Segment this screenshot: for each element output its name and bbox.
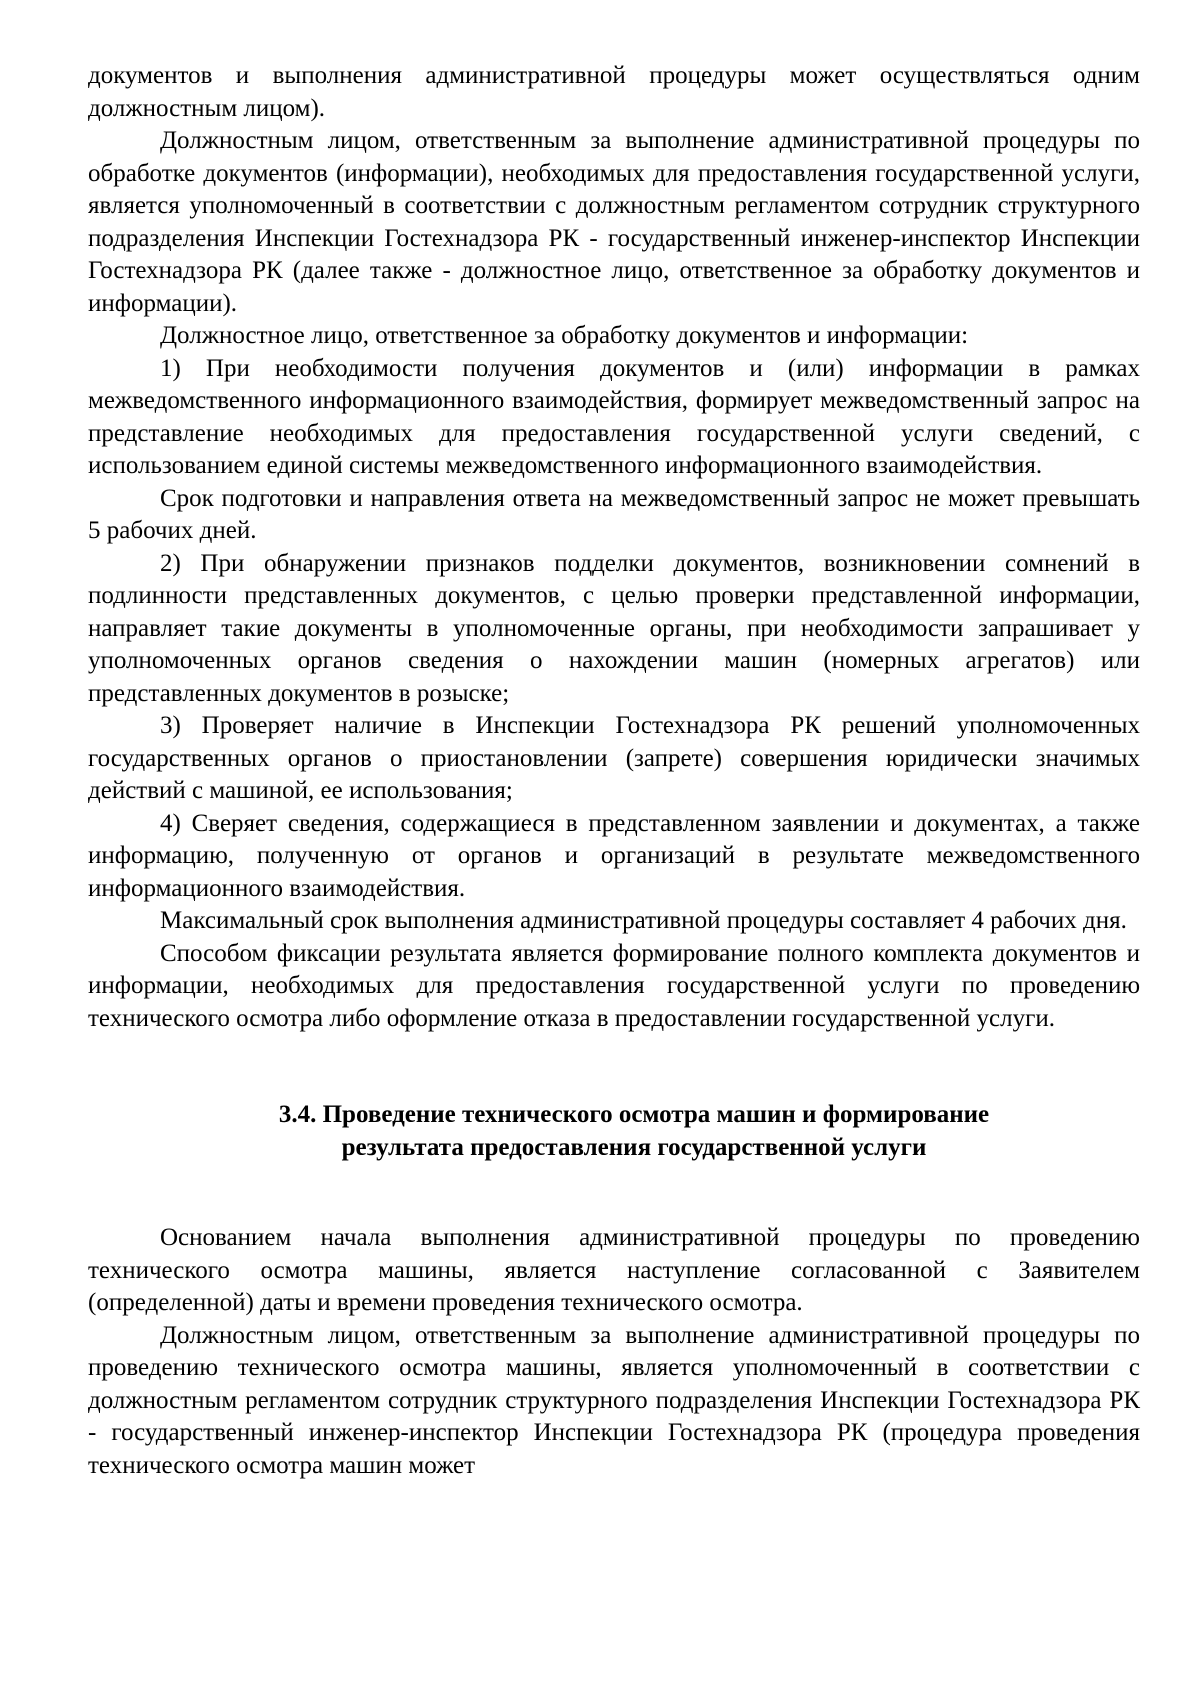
section-heading-line-1: 3.4. Проведение технического осмотра машин и формирование [278,1101,990,1128]
list-item-2-forgery-check: 2) При обнаружении признаков подделки документов, возникновении сомнений в подлинности представленных документов, с целью проверки представленной информации, направляет такие документы в уполномоченные органы, при необходимости запрашивает у уполномоченных органов сведения о нахождении машин (номерных агрегатов) или представленных документов в розыске; [88,549,1140,707]
spacer [88,1035,1140,1099]
list-item-3-restrictions-check: 3) Проверяет наличие в Инспекции Гостехнадзора РК решений уполномоченных государственных органов о приостановлении (запрете) совершения юридически значимых действий с машиной, ее использования; [88,712,1140,804]
paragraph-procedure-basis: Основанием начала выполнения административной процедуры по проведению технического осмотра машины, является наступление согласованной с Заявителем (определенной) даты и времени проведения технического осмотра. [88,1224,1140,1316]
section-heading-line-2: результата предоставления государственной услуги [341,1133,927,1161]
paragraph-responsible-official: Должностным лицом, ответственным за выполнение административной процедуры по обработке документов (информации), необходимых для предоставления государственной услуги, является уполномоченный в соответствии с должностным регламентом сотрудник структурного подразделения Инспекции Гостехнадзора РК - государственный инженер-инспектор Инспекции Гостехнадзора РК (далее также - должностное лицо, ответственное за обработку документов и информации). [88,127,1140,317]
paragraph-result-recording: Способом фиксации результата является формирование полного комплекта документов и информации, необходимых для предоставления государственной услуги по проведению технического осмотра либо оформление отказа в предоставлении государственной услуги. [88,939,1140,1032]
list-item-4-data-reconciliation: 4) Сверяет сведения, содержащиеся в представленном заявлении и документах, а также информацию, полученную от органов и организаций в результате межведомственного информационного взаимодействия. [88,809,1140,902]
section-heading [88,1099,1140,1164]
paragraph-response-deadline: Срок подготовки и направления ответа на межведомственный запрос не может превышать 5 рабочих дней. [88,484,1140,544]
document-page [88,60,1140,1482]
paragraph-continuation: документов и выполнения административной процедуры может осуществляться одним должностным лицом). [88,62,1140,122]
paragraph-official-duties-intro: Должностное лицо, ответственное за обработку документов и информации: [160,322,969,349]
paragraph-inspection-official: Должностным лицом, ответственным за выполнение административной процедуры по проведению технического осмотра машины, является уполномоченный в соответствии с должностным регламентом сотрудник структурного подразделения Инспекции Гостехнадзора РК - государственный инженер-инспектор Инспекции Гостехнадзора РК (процедура проведения технического осмотра машин может [88,1321,1140,1479]
list-item-1-interagency-request: 1) При необходимости получения документов и (или) информации в рамках межведомственного информационного взаимодействия, формирует межведомственный запрос на представление необходимых для предоставления государственной услуги сведений, с использованием единой системы межведомственного информационного взаимодействия. [88,354,1140,479]
spacer [88,1164,1140,1222]
paragraph-max-duration: Максимальный срок выполнения административной процедуры составляет 4 рабочих дня. [160,907,1127,934]
